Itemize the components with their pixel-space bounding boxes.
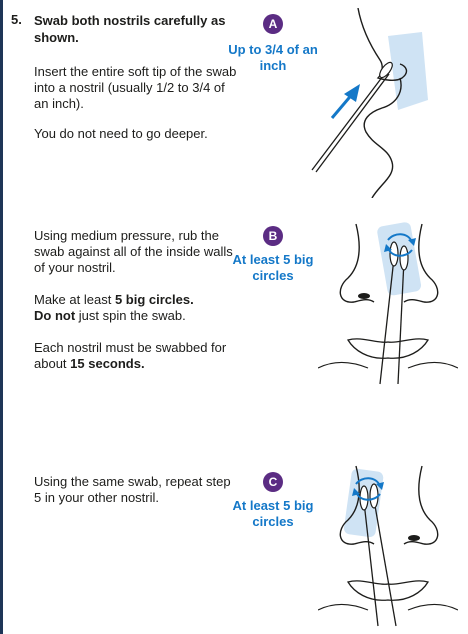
duration-bold-text: 15 seconds.: [70, 356, 145, 371]
section-a-instruction: Insert the entire soft tip of the swab into a nostril (usually 1/2 to 3/4 of an inch).: [34, 64, 237, 111]
caption-a: Up to 3/4 of an inch: [228, 42, 318, 73]
section-a-note: You do not need to go deeper.: [34, 126, 208, 141]
nose-front-illustration-c: [318, 460, 458, 630]
chin-outline: [318, 363, 458, 368]
section-b-instruction: Using medium pressure, rub the swab against all of the inside walls of your nostril.: [34, 228, 233, 275]
nose-profile-illustration: [300, 8, 460, 198]
lips-outline: [348, 339, 428, 358]
section-c-instruction: Using the same swab, repeat step 5 in your other nostril.: [34, 474, 231, 505]
badge-c: C: [263, 472, 283, 492]
swab-tip: [377, 60, 394, 79]
right-nostril: [408, 535, 420, 541]
step-title: Swab both nostrils carefully as shown.: [34, 13, 226, 45]
nostril-highlight-b: [376, 221, 422, 296]
swab-stick-c2: [374, 500, 396, 626]
badge-a: A: [263, 14, 283, 34]
nose-left-outline: [340, 224, 374, 302]
swab-stick-1: [312, 72, 386, 170]
lip-chin-outline: [364, 78, 401, 198]
nose-right-outline-c: [404, 466, 438, 544]
section-b-circles: [34, 292, 239, 324]
do-not-bold-text: Do not: [34, 308, 76, 323]
duration-pre-text: Each nostril must be swabbed for about: [34, 340, 227, 371]
section-b-duration: [34, 340, 239, 372]
chin-outline-c: [318, 605, 458, 610]
left-accent-bar: [0, 0, 3, 634]
circles-pre-text: Make at least: [34, 292, 115, 307]
step-number: 5.: [11, 12, 22, 27]
circles-bold-text: 5 big circles.: [114, 292, 194, 307]
left-nostril: [358, 293, 370, 299]
badge-b: B: [263, 226, 283, 246]
spin-text: just spin the swab.: [75, 308, 186, 323]
caption-b: At least 5 big circles: [232, 252, 314, 283]
nose-front-illustration-b: [318, 218, 458, 388]
nostril-highlight: [388, 32, 428, 110]
swab-tip-b2: [400, 246, 408, 270]
caption-c: At least 5 big circles: [232, 498, 314, 529]
